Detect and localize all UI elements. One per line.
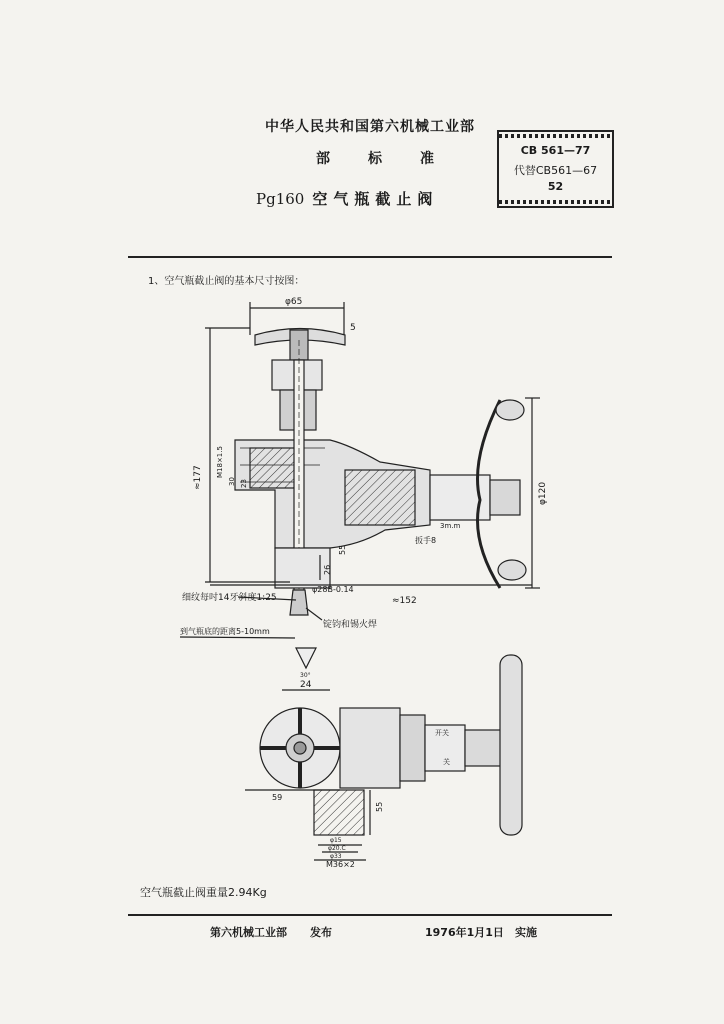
dim-d15: φ15	[330, 837, 342, 844]
note-distance: 到气瓶底的距离5-10mm	[180, 627, 270, 636]
standard-type-char-2: 标	[368, 151, 382, 167]
dim-d20: φ20.C	[328, 845, 346, 852]
dim-55: 55	[338, 544, 347, 555]
side-wheel-rim	[500, 655, 522, 835]
nipple	[290, 590, 308, 615]
body-front	[340, 708, 400, 788]
standard-code: CB 561—77	[520, 144, 591, 157]
dim-height: ≈177	[193, 465, 203, 490]
bottom-connector	[314, 790, 364, 835]
standard-type-char-1: 部	[316, 151, 330, 167]
note-close: 关	[443, 758, 450, 766]
footer-issued: 发布	[310, 926, 332, 939]
ministry-name: 中华人民共和国第六机械工业部	[265, 119, 475, 135]
title-prefix: Pg160	[256, 190, 305, 208]
replaces-code: 代替CB561—67	[513, 164, 598, 177]
dim-d33: φ33	[330, 853, 342, 860]
footer-date: 1976年1月1日	[425, 926, 504, 939]
weight-note: 空气瓶截止阀重量2.94Kg	[140, 886, 267, 899]
note-thread: 细纹每吋14牙斜度1:25	[182, 593, 277, 603]
footer-effective: 实施	[515, 926, 537, 939]
dim-side-b: 30	[228, 477, 236, 486]
dim-side-c: 23	[240, 479, 248, 488]
dim-wrench: 扳手8	[415, 536, 437, 545]
dim-m36: M36×2	[326, 860, 355, 869]
dim-side-a: M18×1.5	[216, 446, 224, 478]
side-outlet	[430, 475, 490, 520]
dim-59: 59	[272, 793, 283, 802]
section-caption: 1、空气瓶截止阀的基本尺寸按图：	[148, 276, 305, 287]
dim-55b: 55	[375, 801, 384, 812]
standard-type-char-3: 准	[420, 151, 434, 167]
page-number: 52	[547, 180, 564, 193]
title-text: 空气瓶截止阀	[312, 190, 439, 208]
dim-26: 26	[323, 564, 332, 575]
footer-rule	[128, 914, 612, 916]
note-weld: 锭钧和锡火焊	[323, 620, 378, 630]
dim-top-dia: φ65	[285, 297, 303, 307]
dim-top-small: 5	[350, 323, 356, 333]
dim-wheel-dia: φ120	[538, 481, 548, 505]
dim-length: ≈152	[392, 596, 417, 606]
footer-publisher: 第六机械工业部	[210, 926, 287, 939]
dim-angle: 30°	[300, 672, 311, 679]
note-open: 开关	[435, 729, 449, 737]
dim-tm: 3m.m	[440, 522, 461, 530]
dim-top2: 24	[300, 680, 312, 690]
dim-stem-dia: φ28B-0.14	[312, 585, 354, 594]
